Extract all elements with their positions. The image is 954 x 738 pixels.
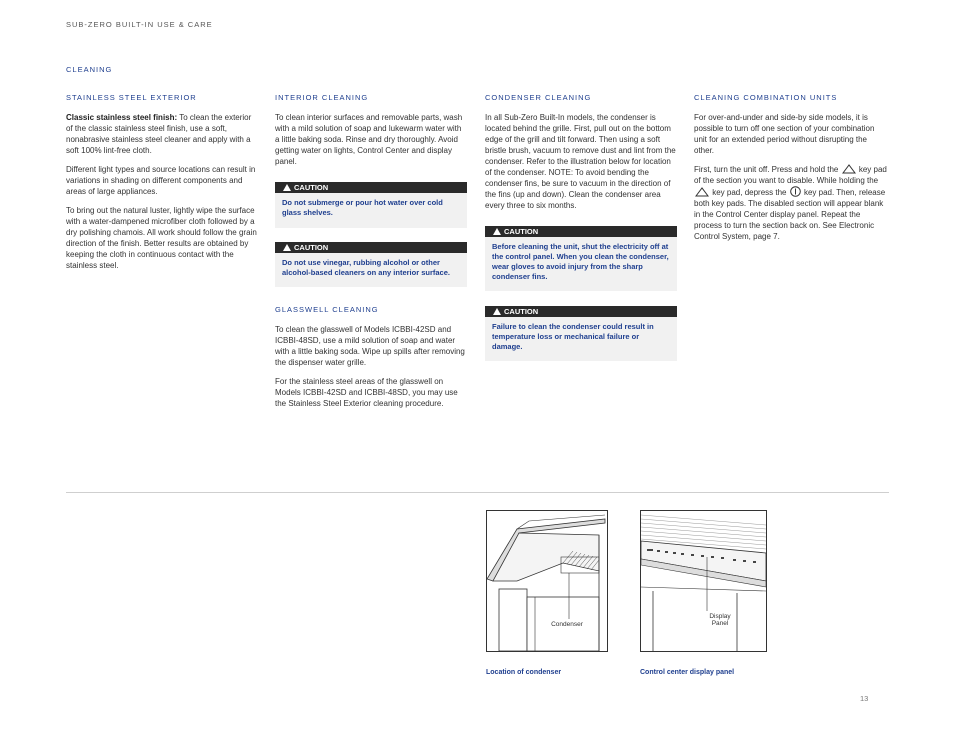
condenser-paragraph: In all Sub-Zero Built-In models, the condenser is located behind the grille. First, pull out on the bottom edge of the grill and tilt forward. Then using a soft bristle brush, vacuum to remove dust and lint from the condenser. Refer to the illustration below for location of the condenser. NOTE: To avoid bending the condenser fins, be sure to vacuum in the direction of the fins (up and down). Clean the condenser area every three to six months. [485, 113, 676, 210]
caution-text: Failure to clean the condenser could result in temperature loss or mechanical failure or damage. [492, 322, 654, 351]
combination-column [694, 92, 888, 250]
caution-text: Before cleaning the unit, shut the electricity off at the control panel. When you clean the condenser, wear gloves to avoid injury from the sharp condenser fins. [492, 242, 669, 281]
stainless-paragraph-2: Different light types and source locations can result in variations in shading on different components and areas of large appliances. [66, 165, 256, 196]
condenser-heading: CONDENSER CLEANING [485, 93, 592, 102]
caution-text: Do not use vinegar, rubbing alcohol or other alcohol-based cleaners on any interior surface. [282, 258, 450, 277]
condenser-label: Condenser [551, 621, 583, 628]
caution-box-alcohol [275, 242, 467, 287]
horizontal-rule [66, 492, 889, 493]
combination-text-b: key pad of the section you want to disable. While holding the [694, 165, 887, 185]
interior-column [275, 92, 467, 417]
caution-bar [485, 306, 677, 317]
stainless-paragraph-1 [66, 112, 260, 156]
caution-label: CAUTION [294, 243, 329, 252]
combination-heading: CLEANING COMBINATION UNITS [694, 93, 838, 102]
stainless-finish-label: Classic stainless steel finish: [66, 113, 178, 122]
up-triangle-icon [695, 187, 709, 197]
combination-text-a: First, turn the unit off. Press and hold the [694, 165, 841, 174]
display-label-line2: Panel [711, 620, 729, 627]
running-header: SUB-ZERO BUILT-IN USE & CARE [66, 20, 213, 29]
warning-icon [283, 244, 291, 251]
display-panel-drawing [641, 511, 766, 651]
caution-label: CAUTION [504, 227, 539, 236]
stainless-paragraph-3: To bring out the natural luster, lightly wipe the surface with a water-dampened microfiber cloth followed by a dry polishing chamois. All work should follow the grain direction of the finish. Better results are obtained by keeping the cloth in continuous contact with the stainless steel. [66, 206, 257, 270]
power-icon [790, 186, 801, 197]
warning-icon [493, 308, 501, 315]
caution-bar [485, 226, 677, 237]
stainless-column [66, 92, 260, 279]
condenser-column [485, 92, 677, 375]
stainless-finish-text: To clean the exterior of the classic stainless steel finish, use a soft, nonabrasive stainless steel cleaner and apply with a soft 100% lint-free cloth. [66, 113, 252, 155]
page-number: 13 [860, 694, 869, 703]
interior-heading: INTERIOR CLEANING [275, 93, 369, 102]
glasswell-heading: GLASSWELL CLEANING [275, 305, 379, 314]
display-panel-caption: Control center display panel [640, 669, 735, 676]
caution-box-shelves [275, 182, 467, 228]
caution-bar [275, 242, 467, 253]
condenser-illustration [486, 510, 608, 652]
glasswell-paragraph-2: For the stainless steel areas of the glasswell on Models ICBBI-42SD and ICBBI-48SD, you may use the Stainless Steel Exterior cleaning procedure. [275, 377, 458, 408]
caution-bar [275, 182, 467, 193]
caution-label: CAUTION [504, 307, 539, 316]
display-label-line1: Display [709, 613, 731, 620]
caution-text: Do not submerge or pour hot water over cold glass shelves. [282, 198, 443, 217]
up-triangle-icon [842, 164, 856, 174]
condenser-drawing [487, 511, 607, 651]
caution-label: CAUTION [294, 183, 329, 192]
interior-paragraph: To clean interior surfaces and removable parts, wash with a mild solution of soap and lukewarm water with a little baking soda. Rinse and dry thoroughly. Avoid getting water on lights, Control Center and display panel. [275, 113, 463, 166]
combination-text-c: key pad, depress the [710, 188, 789, 197]
warning-icon [493, 228, 501, 235]
condenser-caption: Location of condenser [486, 669, 562, 676]
caution-box-failure [485, 306, 677, 361]
warning-icon [283, 184, 291, 191]
combination-text-d: key pad. Then, release both key pads. The disabled section will appear blank in the Control Center display panel. Repeat the process to turn the section back on. See Electronic Control System, page 7. [694, 188, 886, 241]
display-panel-label [699, 613, 741, 627]
display-panel-illustration [640, 510, 767, 652]
combination-paragraph-1: For over-and-under and side-by side models, it is possible to turn off one section of your combination unit for an extended period without disrupting the other. [694, 113, 875, 155]
caution-box-electricity [485, 226, 677, 291]
glasswell-paragraph-1: To clean the glasswell of Models ICBBI-42SD and ICBBI-48SD, use a mild solution of soap and water with a little baking soda. Wipe up spills after removing the dispenser water grille. [275, 325, 465, 367]
section-title: CLEANING [66, 65, 113, 74]
stainless-heading: STAINLESS STEEL EXTERIOR [66, 93, 197, 102]
combination-paragraph-2 [694, 164, 888, 242]
